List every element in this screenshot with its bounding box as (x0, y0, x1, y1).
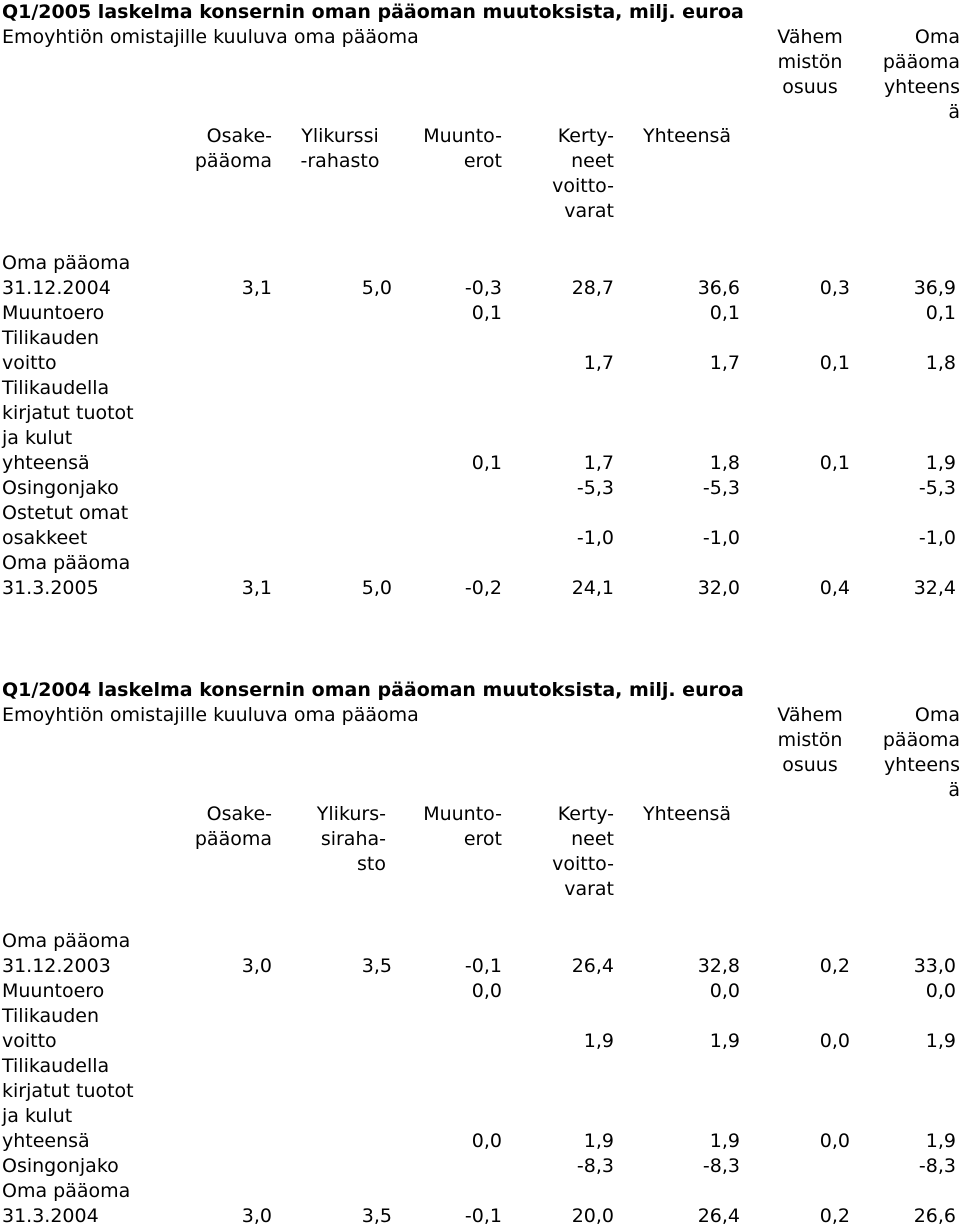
cell-subtotal: 26,4 (697, 1205, 740, 1227)
cell-share-capital: 3,1 (241, 277, 272, 299)
cell-minority: 0,1 (819, 352, 850, 374)
cell-subtotal: 1,9 (709, 1030, 740, 1052)
cell-total-equity: 0,0 (925, 980, 956, 1002)
group-label: Emoyhtiön omistajille kuuluva oma pääoma (2, 26, 419, 48)
cell-translation: 0,0 (471, 980, 502, 1002)
row-label: Muuntoero (2, 302, 105, 324)
cell-subtotal: -5,3 (702, 477, 740, 499)
row-label: Muuntoero (2, 980, 105, 1002)
cell-total-equity: 1,9 (925, 452, 956, 474)
col-header-translation: Muunto- erot (423, 125, 502, 172)
cell-translation: -0,3 (464, 277, 502, 299)
row-label: Oma pääoma 31.3.2004 (2, 1180, 131, 1227)
table-title: Q1/2004 laskelma konsernin oman pääoman muutoksista, milj. euroa (2, 679, 744, 701)
cell-total-equity: 1,8 (925, 352, 956, 374)
cell-retained: 20,0 (571, 1205, 614, 1227)
cell-subtotal: 1,7 (709, 352, 740, 374)
cell-total-equity: 0,1 (925, 302, 956, 324)
row-label: Oma pääoma 31.3.2005 (2, 552, 131, 599)
col-header-share-premium: Ylikurs- siraha- sto (316, 803, 386, 875)
row-label: Tilikauden voitto (2, 327, 100, 374)
cell-retained: 28,7 (571, 277, 614, 299)
cell-retained: 1,7 (583, 452, 614, 474)
row-label: Osingonjako (2, 477, 119, 499)
cell-minority: 0,2 (819, 955, 850, 977)
cell-minority: 0,2 (819, 1205, 850, 1227)
row-label: Osingonjako (2, 1155, 119, 1177)
col-header-retained: Kerty- neet voitto- varat (552, 125, 614, 222)
row-label: Oma pääoma 31.12.2003 (2, 930, 131, 977)
cell-minority: 0,0 (819, 1130, 850, 1152)
cell-retained: -5,3 (576, 477, 614, 499)
cell-retained: 1,7 (583, 352, 614, 374)
cell-subtotal: 32,8 (697, 955, 740, 977)
cell-subtotal: 32,0 (697, 577, 740, 599)
col-header-subtotal: Yhteensä (643, 125, 732, 147)
cell-total-equity: 33,0 (913, 955, 956, 977)
cell-subtotal: -8,3 (702, 1155, 740, 1177)
col-header-share-premium: Ylikurssi -rahasto (300, 125, 380, 172)
col-header-share-capital: Osake- pääoma (194, 803, 272, 850)
cell-total-equity: 32,4 (913, 577, 956, 599)
cell-share-capital: 3,0 (241, 1205, 272, 1227)
row-label: Ostetut omat osakkeet (2, 502, 129, 549)
col-header-retained: Kerty- neet voitto- varat (552, 803, 614, 900)
col-header-total-equity: Oma pääoma yhteens ä (882, 26, 960, 123)
cell-retained: -8,3 (576, 1155, 614, 1177)
cell-share-premium: 5,0 (361, 277, 392, 299)
row-label: Tilikaudella kirjatut tuotot ja kulut yhteensä (2, 1055, 134, 1152)
cell-subtotal: 1,9 (709, 1130, 740, 1152)
cell-subtotal: 0,0 (709, 980, 740, 1002)
cell-minority: 0,0 (819, 1030, 850, 1052)
cell-retained: 26,4 (571, 955, 614, 977)
cell-share-premium: 3,5 (361, 955, 392, 977)
cell-minority: 0,3 (819, 277, 850, 299)
equity-table-q1-2004 (0, 678, 960, 1230)
cell-share-capital: 3,0 (241, 955, 272, 977)
cell-subtotal: 0,1 (709, 302, 740, 324)
col-header-total-equity: Oma pääoma yhteens ä (882, 704, 960, 801)
cell-translation: 0,0 (471, 1130, 502, 1152)
cell-translation: 0,1 (471, 302, 502, 324)
cell-subtotal: -1,0 (702, 527, 740, 549)
cell-translation: 0,1 (471, 452, 502, 474)
row-label: Tilikaudella kirjatut tuotot ja kulut yhteensä (2, 377, 134, 474)
cell-retained: 1,9 (583, 1130, 614, 1152)
cell-translation: -0,1 (464, 1205, 502, 1227)
cell-total-equity: -1,0 (918, 527, 956, 549)
cell-share-premium: 3,5 (361, 1205, 392, 1227)
cell-share-capital: 3,1 (241, 577, 272, 599)
cell-total-equity: 1,9 (925, 1030, 956, 1052)
cell-retained: 1,9 (583, 1030, 614, 1052)
col-header-subtotal: Yhteensä (643, 803, 732, 825)
cell-total-equity: 1,9 (925, 1130, 956, 1152)
cell-translation: -0,1 (464, 955, 502, 977)
cell-retained: -1,0 (576, 527, 614, 549)
cell-total-equity: -5,3 (918, 477, 956, 499)
cell-translation: -0,2 (464, 577, 502, 599)
cell-retained: 24,1 (571, 577, 614, 599)
group-label: Emoyhtiön omistajille kuuluva oma pääoma (2, 704, 419, 726)
cell-minority: 0,1 (819, 452, 850, 474)
row-label: Tilikauden voitto (2, 1005, 100, 1052)
cell-total-equity: -8,3 (918, 1155, 956, 1177)
col-header-minority: Vähem mistön osuus (777, 26, 843, 98)
cell-total-equity: 36,9 (913, 277, 956, 299)
cell-subtotal: 36,6 (697, 277, 740, 299)
cell-subtotal: 1,8 (709, 452, 740, 474)
table-title: Q1/2005 laskelma konsernin oman pääoman muutoksista, milj. euroa (2, 1, 744, 23)
col-header-minority: Vähem mistön osuus (777, 704, 843, 776)
cell-share-premium: 5,0 (361, 577, 392, 599)
cell-total-equity: 26,6 (913, 1205, 956, 1227)
cell-minority: 0,4 (819, 577, 850, 599)
row-label: Oma pääoma 31.12.2004 (2, 252, 131, 299)
col-header-share-capital: Osake- pääoma (194, 125, 272, 172)
col-header-translation: Muunto- erot (423, 803, 502, 850)
